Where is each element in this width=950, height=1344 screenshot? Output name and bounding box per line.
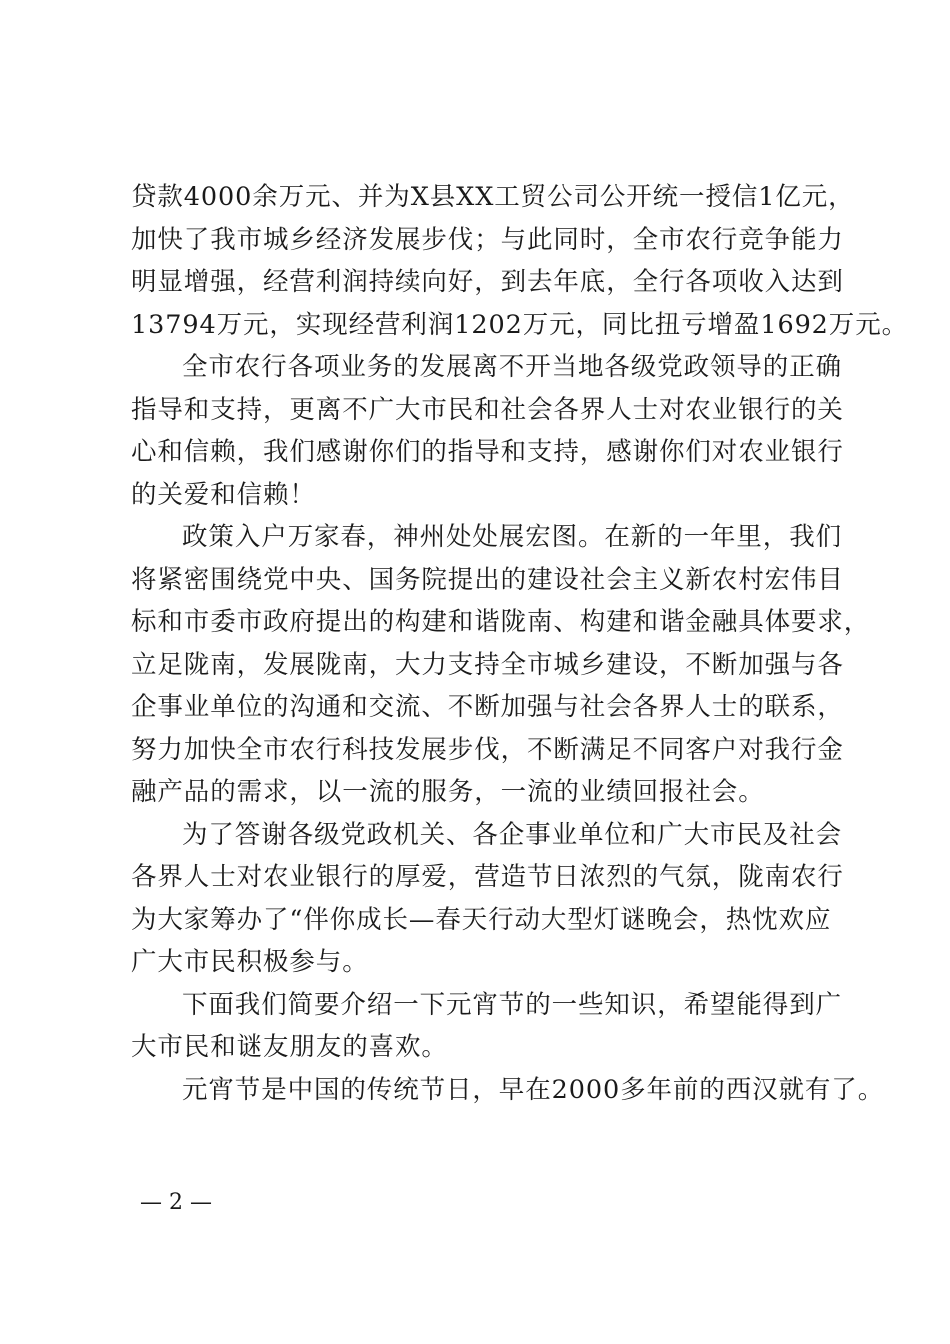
- text-line: 企事业单位的沟通和交流、不断加强与社会各界人士的联系，: [131, 692, 844, 722]
- text-line: 指导和支持，更离不广大市民和社会各界人士对农业银行的关: [131, 394, 844, 425]
- text-line: 13794万元，实现经营利润1202万元，同比扭亏增盈1692万元。: [131, 309, 909, 340]
- page-number: — 2 —: [140, 1190, 212, 1215]
- text-line: 标和市委市政府提出的构建和谐陇南、构建和谐金融具体要求，: [131, 607, 871, 637]
- text-line: 加快了我市城乡经济发展步伐；与此同时，全市农行竞争能力: [131, 224, 844, 255]
- paragraph-first-line: 为了答谢各级党政机关、各企事业单位和广大市民及社会: [182, 819, 843, 850]
- paragraph-first-line: 全市农行各项业务的发展离不开当地各级党政领导的正确: [182, 352, 843, 382]
- paragraph-first-line: 下面我们简要介绍一下元宵节的一些知识，希望能得到广: [182, 989, 843, 1020]
- text-line: 将紧密围绕党中央、国务院提出的建设社会主义新农村宏伟目: [131, 564, 844, 595]
- text-line: 的关爱和信赖！: [131, 479, 316, 510]
- text-line: 努力加快全市农行科技发展步伐，不断满足不同客户对我行金: [131, 734, 844, 765]
- text-line: 广大市民积极参与。: [131, 947, 369, 977]
- text-line: 明显增强，经营利润持续向好，到去年底，全行各项收入达到: [131, 267, 844, 297]
- text-line: 各界人士对农业银行的厚爱，营造节日浓烈的气氛，陇南农行: [131, 862, 844, 892]
- text-line: 为大家筹办了“伴你成长—春天行动大型灯谜晚会，热忱欢应: [131, 904, 832, 935]
- text-line: 贷款4000余万元、并为X县XX工贸公司公开统一授信1亿元，: [131, 182, 855, 212]
- text-line: 心和信赖，我们感谢你们的指导和支持，感谢你们对农业银行: [131, 437, 844, 467]
- body-text: [131, 176, 909, 1111]
- text-line: 融产品的需求，以一流的服务，一流的业绩回报社会。: [131, 777, 765, 807]
- paragraph-first-line: 政策入户万家春，神州处处展宏图。在新的一年里，我们: [182, 522, 843, 552]
- text-line: 立足陇南，发展陇南，大力支持全市城乡建设，不断加强与各: [131, 649, 844, 680]
- text-line: 大市民和谜友朋友的喜欢。: [131, 1032, 448, 1062]
- paragraph-first-line: 元宵节是中国的传统节日，早在2000多年前的西汉就有了。: [182, 1074, 885, 1105]
